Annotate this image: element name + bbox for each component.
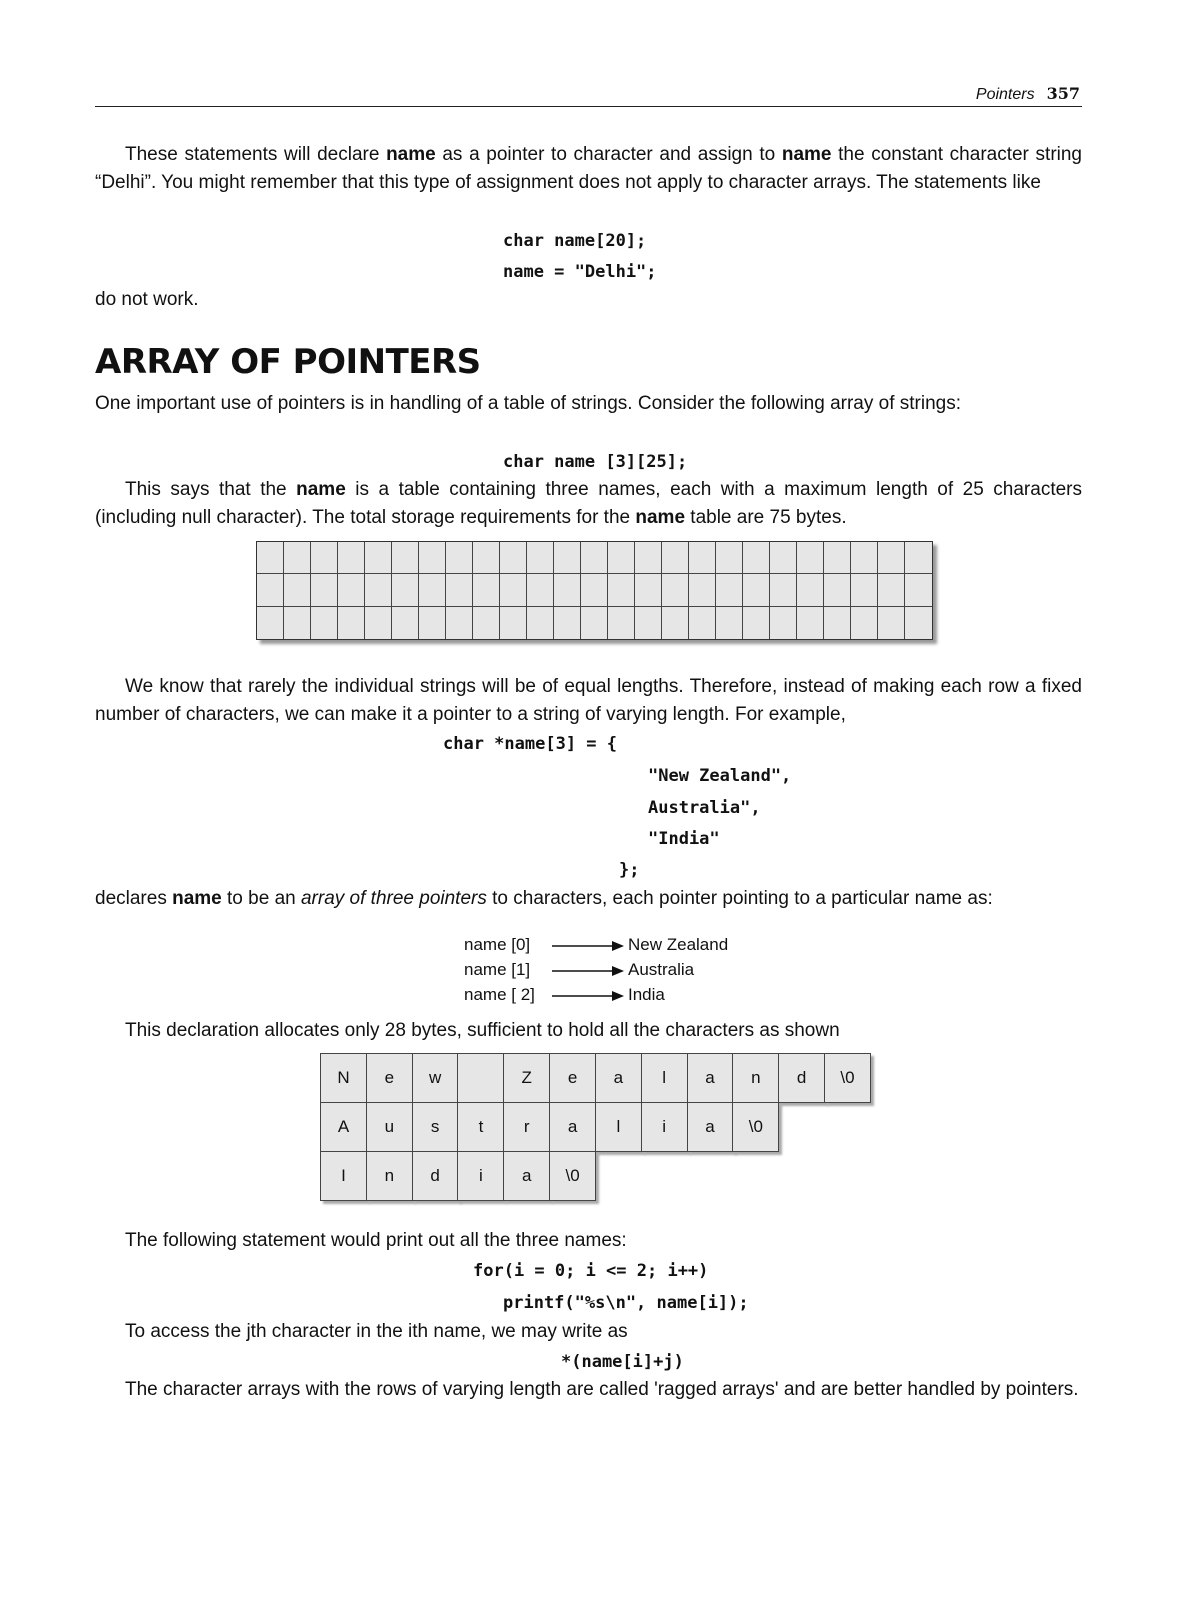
table-cell: [338, 574, 365, 606]
text: table are 75 bytes.: [685, 507, 847, 528]
table-cell: [743, 542, 770, 574]
table-cell: [905, 574, 932, 606]
char-cell: a: [687, 1102, 734, 1152]
char-cell: u: [366, 1102, 413, 1152]
table-cell: [716, 574, 743, 606]
table-cell: [581, 607, 608, 639]
text: the constant character string “Delhi”. You might remember that this type of assignment does not apply to character arrays. The statements like: [95, 144, 1082, 193]
table-cell: [527, 574, 554, 606]
table-cell: [635, 542, 662, 574]
char-cell: a: [549, 1102, 596, 1152]
char-cell: \0: [824, 1053, 871, 1103]
table-cell: [851, 574, 878, 606]
code-line: printf("%s\n", name[i]);: [503, 1293, 749, 1313]
char-cell: w: [412, 1053, 459, 1103]
table-cell: [608, 574, 635, 606]
table-cell: [284, 542, 311, 574]
table-cell: [338, 542, 365, 574]
char-cell: e: [549, 1053, 596, 1103]
table-cell: [284, 574, 311, 606]
paragraph-text: The character arrays with the rows of varying length are called 'ragged arrays' and are better handled by pointers.: [125, 1379, 1079, 1400]
table-cell: [824, 574, 851, 606]
char-cell: i: [457, 1151, 504, 1201]
table-cell: [878, 574, 905, 606]
char-cell: A: [320, 1102, 367, 1152]
char-cell: s: [412, 1102, 459, 1152]
table-cell: [473, 607, 500, 639]
table-cell: [284, 607, 311, 639]
paragraph-text: This declaration allocates only 28 bytes, sufficient to hold all the characters as shown: [125, 1020, 840, 1041]
table-cell: [311, 607, 338, 639]
table-cell: [311, 574, 338, 606]
section-title: ARRAY OF POINTERS: [95, 342, 481, 382]
code-line: Australia",: [648, 798, 761, 818]
table-cell: [473, 574, 500, 606]
table-cell: [797, 607, 824, 639]
paragraph-declares: [95, 885, 1082, 913]
paragraph-intro: [95, 141, 1082, 197]
table-cell: [662, 607, 689, 639]
table-cell: [257, 542, 284, 574]
table-cell: [392, 574, 419, 606]
table-cell: [419, 607, 446, 639]
char-cell: i: [641, 1102, 688, 1152]
keyword-name: name: [172, 888, 222, 909]
pointer-label: name [0]: [464, 935, 531, 954]
table-cell: [770, 607, 797, 639]
table-cell: [554, 542, 581, 574]
table-cell: [419, 542, 446, 574]
table-cell: [446, 574, 473, 606]
code-line: };: [619, 860, 640, 880]
table-cell: [743, 574, 770, 606]
table-cell: [338, 607, 365, 639]
char-cell: a: [595, 1053, 642, 1103]
arrow-icon: [552, 940, 624, 952]
table-cell: [581, 574, 608, 606]
code-line: "India": [648, 829, 720, 849]
table-cell: [554, 607, 581, 639]
pointer-map-row: [464, 933, 728, 957]
table-cell: [365, 607, 392, 639]
char-cell: d: [778, 1053, 825, 1103]
table-cell: [257, 574, 284, 606]
table-cell: [743, 607, 770, 639]
table-cell: [311, 542, 338, 574]
table-cell: [608, 542, 635, 574]
table-cell: [500, 542, 527, 574]
table-cell: [662, 574, 689, 606]
paragraph-table-desc: [95, 476, 1082, 532]
table-cell: [581, 542, 608, 574]
table-cell: [446, 607, 473, 639]
table-cell: [635, 574, 662, 606]
table-cell: [635, 607, 662, 639]
pointer-target: Australia: [628, 960, 695, 979]
table-cell: [851, 607, 878, 639]
char-cell: \0: [549, 1151, 596, 1201]
table-cell: [716, 607, 743, 639]
text: to be an: [221, 888, 301, 909]
table-cell: [527, 607, 554, 639]
pointer-target: India: [628, 985, 665, 1004]
table-cell: [851, 542, 878, 574]
table-cell: [770, 574, 797, 606]
paragraph-text: We know that rarely the individual strings will be of equal lengths. Therefore, instead of making each row a fixed number of characters, we can make it a pointer to a string of varying length. For example,: [95, 676, 1082, 725]
table-cell: [392, 607, 419, 639]
char-cell: r: [503, 1102, 550, 1152]
char-cell: e: [366, 1053, 413, 1103]
emphasis: array of three pointers: [300, 888, 487, 909]
table-cell: [365, 574, 392, 606]
arrow-icon: [552, 965, 624, 977]
ragged-row: [320, 1102, 778, 1152]
code-line: char name[20];: [503, 231, 647, 251]
table-cell: [905, 542, 932, 574]
paragraph-text: do not work.: [95, 289, 199, 310]
char-cell: l: [595, 1102, 642, 1152]
char-cell: n: [732, 1053, 779, 1103]
code-line: name = "Delhi";: [503, 262, 657, 282]
table-cell: [824, 542, 851, 574]
text: This says that the: [125, 479, 297, 500]
table-cell: [419, 574, 446, 606]
table-cell: [257, 607, 284, 639]
table-cell: [662, 542, 689, 574]
code-line: for(i = 0; i <= 2; i++): [473, 1261, 709, 1281]
char-cell: n: [366, 1151, 413, 1201]
char-cell: t: [457, 1102, 504, 1152]
pointer-label: name [1]: [464, 960, 531, 979]
char-cell: [457, 1053, 504, 1103]
code-line: "New Zealand",: [648, 766, 792, 786]
text: is a table containing three names, each with a maximum length of 25 characters (including null character). The total storage requirements for the: [95, 479, 1083, 528]
storage-table-diagram: [256, 541, 933, 640]
paragraph-text: The following statement would print out all the three names:: [125, 1230, 627, 1251]
text: declares: [95, 888, 173, 909]
table-cell: [392, 542, 419, 574]
char-cell: I: [320, 1151, 367, 1201]
table-cell: [797, 574, 824, 606]
pointer-map-row: [464, 983, 665, 1007]
paragraph-text: To access the jth character in the ith name, we may write as: [125, 1321, 628, 1342]
ragged-row: [320, 1053, 870, 1103]
table-cell: [365, 542, 392, 574]
table-cell: [608, 607, 635, 639]
header-rule: [95, 106, 1082, 107]
table-cell: [797, 542, 824, 574]
table-cell: [824, 607, 851, 639]
table-cell: [689, 607, 716, 639]
table-cell: [473, 542, 500, 574]
table-cell: [500, 607, 527, 639]
table-cell: [554, 574, 581, 606]
pointer-label: name [ 2]: [464, 985, 535, 1004]
char-cell: a: [687, 1053, 734, 1103]
ragged-row: [320, 1151, 595, 1201]
table-cell: [905, 607, 932, 639]
table-cell: [500, 574, 527, 606]
table-cell: [770, 542, 797, 574]
keyword-name: name: [781, 144, 832, 165]
table-cell: [689, 542, 716, 574]
pointer-target: New Zealand: [628, 935, 729, 954]
arrow-icon: [552, 990, 624, 1002]
paragraph-text: One important use of pointers is in handling of a table of strings. Consider the following array of strings:: [95, 393, 962, 414]
table-cell: [689, 574, 716, 606]
code-line: *(name[i]+j): [561, 1352, 684, 1372]
table-cell: [446, 542, 473, 574]
text: to characters, each pointer pointing to a particular name as:: [486, 888, 993, 909]
running-title: Pointers: [975, 86, 1035, 103]
char-cell: a: [503, 1151, 550, 1201]
table-cell: [878, 542, 905, 574]
running-header: [976, 84, 1080, 104]
table-cell: [716, 542, 743, 574]
text: as a pointer to character and assign to: [435, 144, 782, 165]
pointer-map-row: [464, 958, 694, 982]
char-cell: N: [320, 1053, 367, 1103]
keyword-name: name: [635, 507, 686, 528]
char-cell: l: [641, 1053, 688, 1103]
text: These statements will declare: [125, 144, 387, 165]
char-cell: Z: [503, 1053, 550, 1103]
table-cell: [527, 542, 554, 574]
code-line: char name [3][25];: [503, 452, 688, 472]
char-cell: d: [412, 1151, 459, 1201]
char-cell: \0: [732, 1102, 779, 1152]
code-line: char *name[3] = {: [443, 734, 617, 754]
page-number: 357: [1046, 84, 1080, 103]
keyword-name: name: [296, 479, 346, 500]
keyword-name: name: [386, 144, 436, 165]
table-cell: [878, 607, 905, 639]
